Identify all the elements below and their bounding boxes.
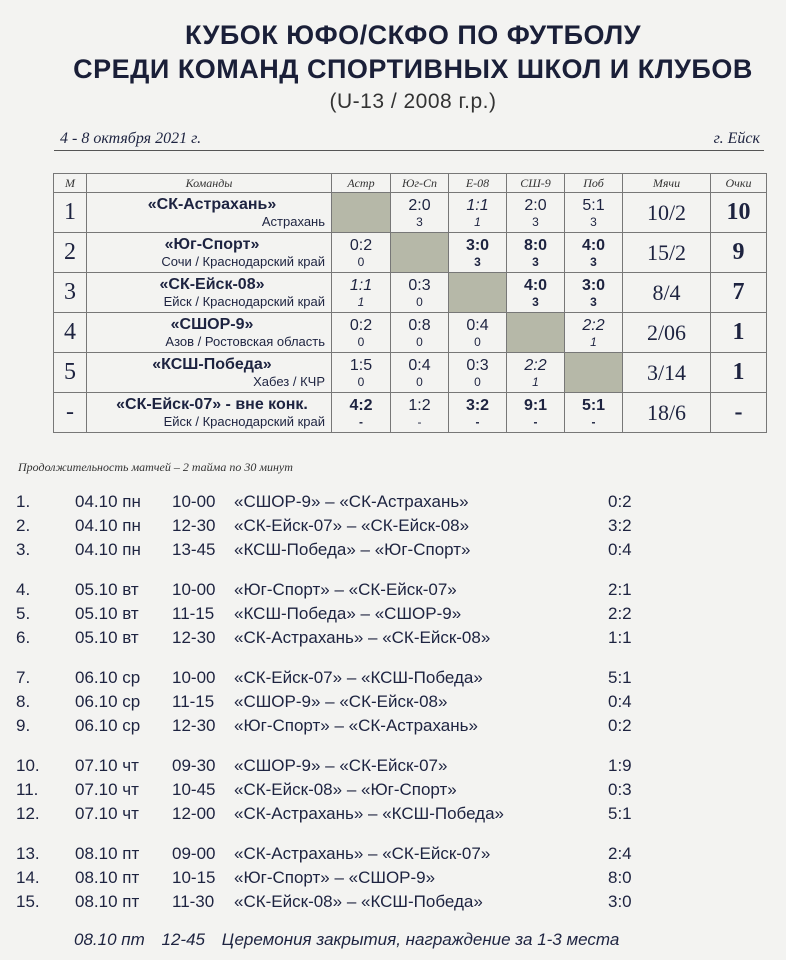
closing-date: 08.10 пт	[74, 930, 145, 949]
column-header: Е-08	[449, 174, 507, 193]
result-cell	[332, 353, 391, 393]
points-total: 10	[711, 193, 767, 233]
result-cell	[332, 313, 391, 353]
match-number: 15.	[16, 892, 40, 911]
result-cell	[565, 193, 623, 233]
result-score: 0:2	[349, 236, 373, 254]
result-cell	[565, 273, 623, 313]
team-name: «СК-Астрахань»	[147, 195, 277, 213]
goals-total: 8/4	[623, 273, 711, 313]
team-name: «Юг-Спорт»	[164, 235, 260, 253]
match-row	[0, 492, 786, 516]
result-cell	[449, 193, 507, 233]
result-points: 3	[532, 214, 539, 229]
match-score: 5:1	[608, 804, 632, 823]
result-points: 3	[532, 294, 539, 309]
match-date: 04.10 пн	[75, 492, 141, 511]
match-score: 0:2	[608, 716, 632, 735]
result-points: 3	[590, 214, 597, 229]
match-time: 10-00	[172, 492, 216, 511]
standings-row	[54, 313, 767, 353]
result-points: -	[533, 414, 538, 429]
result-points: 3	[416, 214, 423, 229]
match-number: 3.	[16, 540, 31, 559]
match-score: 3:0	[608, 892, 632, 911]
result-points: 0	[357, 374, 365, 389]
match-number: 14.	[16, 868, 40, 887]
diagonal-cell	[507, 313, 565, 353]
match-row	[0, 780, 786, 804]
team-place: 4	[54, 313, 87, 353]
match-time: 10-15	[172, 868, 216, 887]
match-time: 13-45	[172, 540, 216, 559]
result-score: 2:0	[524, 196, 547, 214]
standings-row	[54, 193, 767, 233]
result-score: 2:2	[524, 356, 547, 374]
diagonal-cell	[449, 273, 507, 313]
match-time: 12-00	[172, 804, 216, 823]
match-number: 5.	[16, 604, 31, 623]
result-cell	[565, 233, 623, 273]
result-score: 9:1	[523, 396, 548, 414]
match-row	[0, 692, 786, 716]
match-number: 6.	[16, 628, 31, 647]
team-city: Хабез / КЧР	[253, 373, 325, 389]
match-row	[0, 804, 786, 828]
match-date: 06.10 ср	[75, 716, 141, 735]
team-cell	[87, 393, 332, 433]
column-header: Команды	[87, 174, 332, 193]
match-date: 04.10 пн	[75, 516, 141, 535]
result-score: 3:0	[581, 276, 606, 294]
result-points: 3	[532, 254, 539, 269]
match-number: 11.	[16, 780, 39, 799]
result-cell	[332, 393, 391, 433]
match-teams: «СК-Астрахань» – «СК-Ейск-08»	[234, 628, 491, 647]
result-cell	[449, 393, 507, 433]
result-cell	[507, 233, 565, 273]
team-city: Ейск / Краснодарский край	[163, 413, 325, 429]
goals-total: 2/06	[623, 313, 711, 353]
result-cell	[565, 313, 623, 353]
column-header: Астр	[332, 174, 391, 193]
result-score: 0:3	[408, 276, 431, 294]
diagonal-cell	[391, 233, 449, 273]
match-date: 08.10 пт	[75, 868, 140, 887]
match-time: 10-45	[172, 780, 216, 799]
result-score: 2:2	[582, 316, 605, 334]
match-row	[0, 580, 786, 604]
column-header: СШ-9	[507, 174, 565, 193]
result-points: 3	[590, 294, 597, 309]
match-date: 06.10 ср	[75, 668, 141, 687]
match-row	[0, 892, 786, 916]
match-teams: «КСШ-Победа» – «СШОР-9»	[234, 604, 462, 623]
diagonal-cell	[332, 193, 391, 233]
date-city-line	[54, 130, 764, 151]
result-score: 4:2	[349, 396, 373, 414]
match-row	[0, 604, 786, 628]
result-points: 0	[357, 254, 365, 269]
match-date: 04.10 пн	[75, 540, 141, 559]
goals-total: 3/14	[623, 353, 711, 393]
match-number: 13.	[16, 844, 40, 863]
title-line-1: КУБОК ЮФО/СКФО ПО ФУТБОЛУ	[184, 20, 642, 50]
match-teams: «СШОР-9» – «СК-Ейск-07»	[234, 756, 448, 775]
result-points: 0	[416, 334, 423, 349]
team-cell	[87, 273, 332, 313]
points-total: 1	[711, 313, 767, 353]
match-date: 07.10 чт	[75, 780, 139, 799]
match-teams: «КСШ-Победа» – «Юг-Спорт»	[234, 540, 471, 559]
result-score: 1:1	[466, 196, 489, 214]
match-score: 8:0	[608, 868, 632, 887]
closing-ceremony	[74, 930, 631, 950]
match-time: 11-15	[172, 692, 215, 711]
team-city: Азов / Ростовская область	[165, 333, 325, 349]
result-score: 0:4	[466, 316, 489, 334]
match-teams: «СШОР-9» – «СК-Ейск-08»	[234, 692, 448, 711]
match-row	[0, 756, 786, 780]
result-points: 0	[474, 334, 481, 349]
result-points: 3	[474, 254, 481, 269]
team-name: «СК-Ейск-07» - вне конк.	[116, 395, 308, 413]
result-cell	[507, 193, 565, 233]
goals-total: 15/2	[623, 233, 711, 273]
team-name: «КСШ-Победа»	[152, 355, 272, 373]
match-number: 10.	[16, 756, 40, 775]
standings-row	[54, 273, 767, 313]
column-header: Юг-Сп	[391, 174, 449, 193]
match-row	[0, 516, 786, 540]
result-score: 0:2	[349, 316, 373, 334]
points-total: -	[711, 393, 767, 433]
match-teams: «СК-Ейск-08» – «Юг-Спорт»	[234, 780, 457, 799]
team-cell	[87, 313, 332, 353]
tournament-dates: 4 - 8 октября 2021 г.	[60, 130, 202, 147]
standings-row	[54, 233, 767, 273]
standings-table	[53, 173, 767, 433]
result-cell	[332, 233, 391, 273]
team-place: -	[54, 393, 87, 433]
result-score: 1:5	[349, 356, 373, 374]
result-cell	[391, 313, 449, 353]
match-date: 07.10 чт	[75, 756, 139, 775]
result-points: 1	[474, 214, 481, 229]
result-score: 1:1	[349, 276, 373, 294]
tournament-city: г. Ейск	[713, 130, 760, 147]
column-header: Поб	[565, 174, 623, 193]
match-score: 2:2	[608, 604, 632, 623]
match-teams: «Юг-Спорт» – «СШОР-9»	[234, 868, 436, 887]
result-points: -	[591, 414, 596, 429]
title-line-3: (U-13 / 2008 г.р.)	[329, 90, 497, 113]
match-teams: «СК-Ейск-07» – «СК-Ейск-08»	[234, 516, 470, 535]
team-place: 2	[54, 233, 87, 273]
column-header: Очки	[711, 174, 767, 193]
match-time: 09-00	[172, 844, 216, 863]
team-place: 1	[54, 193, 87, 233]
standings-row	[54, 393, 767, 433]
result-score: 5:1	[581, 396, 606, 414]
result-cell	[507, 273, 565, 313]
result-cell	[449, 353, 507, 393]
result-points: 1	[590, 334, 597, 349]
match-time: 11-30	[172, 892, 215, 911]
result-points: 0	[416, 294, 423, 309]
match-row	[0, 844, 786, 868]
team-city: Сочи / Краснодарский край	[161, 253, 325, 269]
diagonal-cell	[565, 353, 623, 393]
closing-text: Церемония закрытия, награждение за 1-3 места	[221, 930, 620, 949]
result-score: 8:0	[523, 236, 548, 254]
match-row	[0, 540, 786, 564]
match-score: 0:4	[608, 540, 632, 559]
result-cell	[565, 393, 623, 433]
standings-header-row	[54, 174, 767, 193]
result-cell	[391, 273, 449, 313]
result-score: 3:2	[465, 396, 490, 414]
team-city: Астрахань	[261, 213, 325, 229]
column-header: М	[54, 174, 87, 193]
match-date: 05.10 вт	[75, 628, 139, 647]
match-date: 06.10 ср	[75, 692, 141, 711]
match-time: 12-30	[172, 628, 216, 647]
match-score: 0:3	[608, 780, 632, 799]
result-score: 4:0	[523, 276, 548, 294]
match-teams: «СК-Ейск-08» – «КСШ-Победа»	[234, 892, 483, 911]
team-city: Ейск / Краснодарский край	[163, 293, 325, 309]
match-time: 12-30	[172, 516, 216, 535]
match-date: 07.10 чт	[75, 804, 139, 823]
result-cell	[507, 393, 565, 433]
match-time: 10-00	[172, 580, 216, 599]
match-row	[0, 668, 786, 692]
match-number: 1.	[16, 492, 31, 511]
match-time: 10-00	[172, 668, 216, 687]
result-points: 3	[590, 254, 597, 269]
match-number: 4.	[16, 580, 31, 599]
match-time: 09-30	[172, 756, 216, 775]
match-score: 0:2	[608, 492, 632, 511]
result-score: 0:3	[466, 356, 489, 374]
match-duration-note: Продолжительность матчей – 2 тайма по 30 минут	[18, 460, 293, 474]
match-time: 11-15	[172, 604, 215, 623]
closing-time: 12-45	[161, 930, 205, 949]
match-number: 9.	[16, 716, 31, 735]
match-number: 7.	[16, 668, 31, 687]
result-score: 5:1	[582, 196, 605, 214]
match-teams: «СК-Астрахань» – «КСШ-Победа»	[234, 804, 505, 823]
match-number: 8.	[16, 692, 31, 711]
result-cell	[391, 393, 449, 433]
match-score: 1:9	[608, 756, 632, 775]
result-cell	[507, 353, 565, 393]
match-teams: «СК-Астрахань» – «СК-Ейск-07»	[234, 844, 491, 863]
result-cell	[391, 353, 449, 393]
team-name: «СК-Ейск-08»	[159, 275, 265, 293]
column-header: Мячи	[623, 174, 711, 193]
match-date: 05.10 вт	[75, 604, 139, 623]
team-cell	[87, 193, 332, 233]
goals-total: 18/6	[623, 393, 711, 433]
match-teams: «Юг-Спорт» – «СК-Ейск-07»	[234, 580, 457, 599]
result-cell	[391, 193, 449, 233]
match-score: 0:4	[608, 692, 632, 711]
standings-row	[54, 353, 767, 393]
result-score: 0:8	[408, 316, 431, 334]
team-cell	[87, 353, 332, 393]
result-score: 1:2	[408, 396, 431, 414]
team-cell	[87, 233, 332, 273]
result-points: 0	[357, 334, 365, 349]
match-time: 12-30	[172, 716, 216, 735]
result-score: 2:0	[408, 196, 431, 214]
match-score: 2:4	[608, 844, 632, 863]
result-points: 0	[416, 374, 423, 389]
match-row	[0, 716, 786, 740]
match-number: 12.	[16, 804, 40, 823]
result-points: -	[359, 414, 363, 429]
result-cell	[449, 233, 507, 273]
match-score: 3:2	[608, 516, 632, 535]
match-teams: «СШОР-9» – «СК-Астрахань»	[234, 492, 469, 511]
result-points: -	[417, 414, 422, 429]
result-score: 4:0	[581, 236, 606, 254]
result-points: 1	[357, 294, 365, 309]
match-score: 5:1	[608, 668, 632, 687]
points-total: 7	[711, 273, 767, 313]
match-row	[0, 868, 786, 892]
match-teams: «СК-Ейск-07» – «КСШ-Победа»	[234, 668, 483, 687]
result-cell	[449, 313, 507, 353]
goals-total: 10/2	[623, 193, 711, 233]
match-date: 05.10 вт	[75, 580, 139, 599]
points-total: 9	[711, 233, 767, 273]
result-points: 0	[474, 374, 481, 389]
result-score: 0:4	[408, 356, 431, 374]
match-score: 2:1	[608, 580, 632, 599]
result-score: 3:0	[465, 236, 490, 254]
points-total: 1	[711, 353, 767, 393]
title-line-2: СРЕДИ КОМАНД СПОРТИВНЫХ ШКОЛ И КЛУБОВ	[73, 54, 753, 84]
match-teams: «Юг-Спорт» – «СК-Астрахань»	[234, 716, 478, 735]
team-place: 3	[54, 273, 87, 313]
match-row	[0, 628, 786, 652]
match-score: 1:1	[608, 628, 632, 647]
result-points: 1	[532, 374, 539, 389]
team-name: «СШОР-9»	[170, 315, 254, 333]
match-date: 08.10 пт	[75, 844, 140, 863]
match-date: 08.10 пт	[75, 892, 140, 911]
match-number: 2.	[16, 516, 31, 535]
result-points: -	[475, 414, 480, 429]
result-cell	[332, 273, 391, 313]
team-place: 5	[54, 353, 87, 393]
